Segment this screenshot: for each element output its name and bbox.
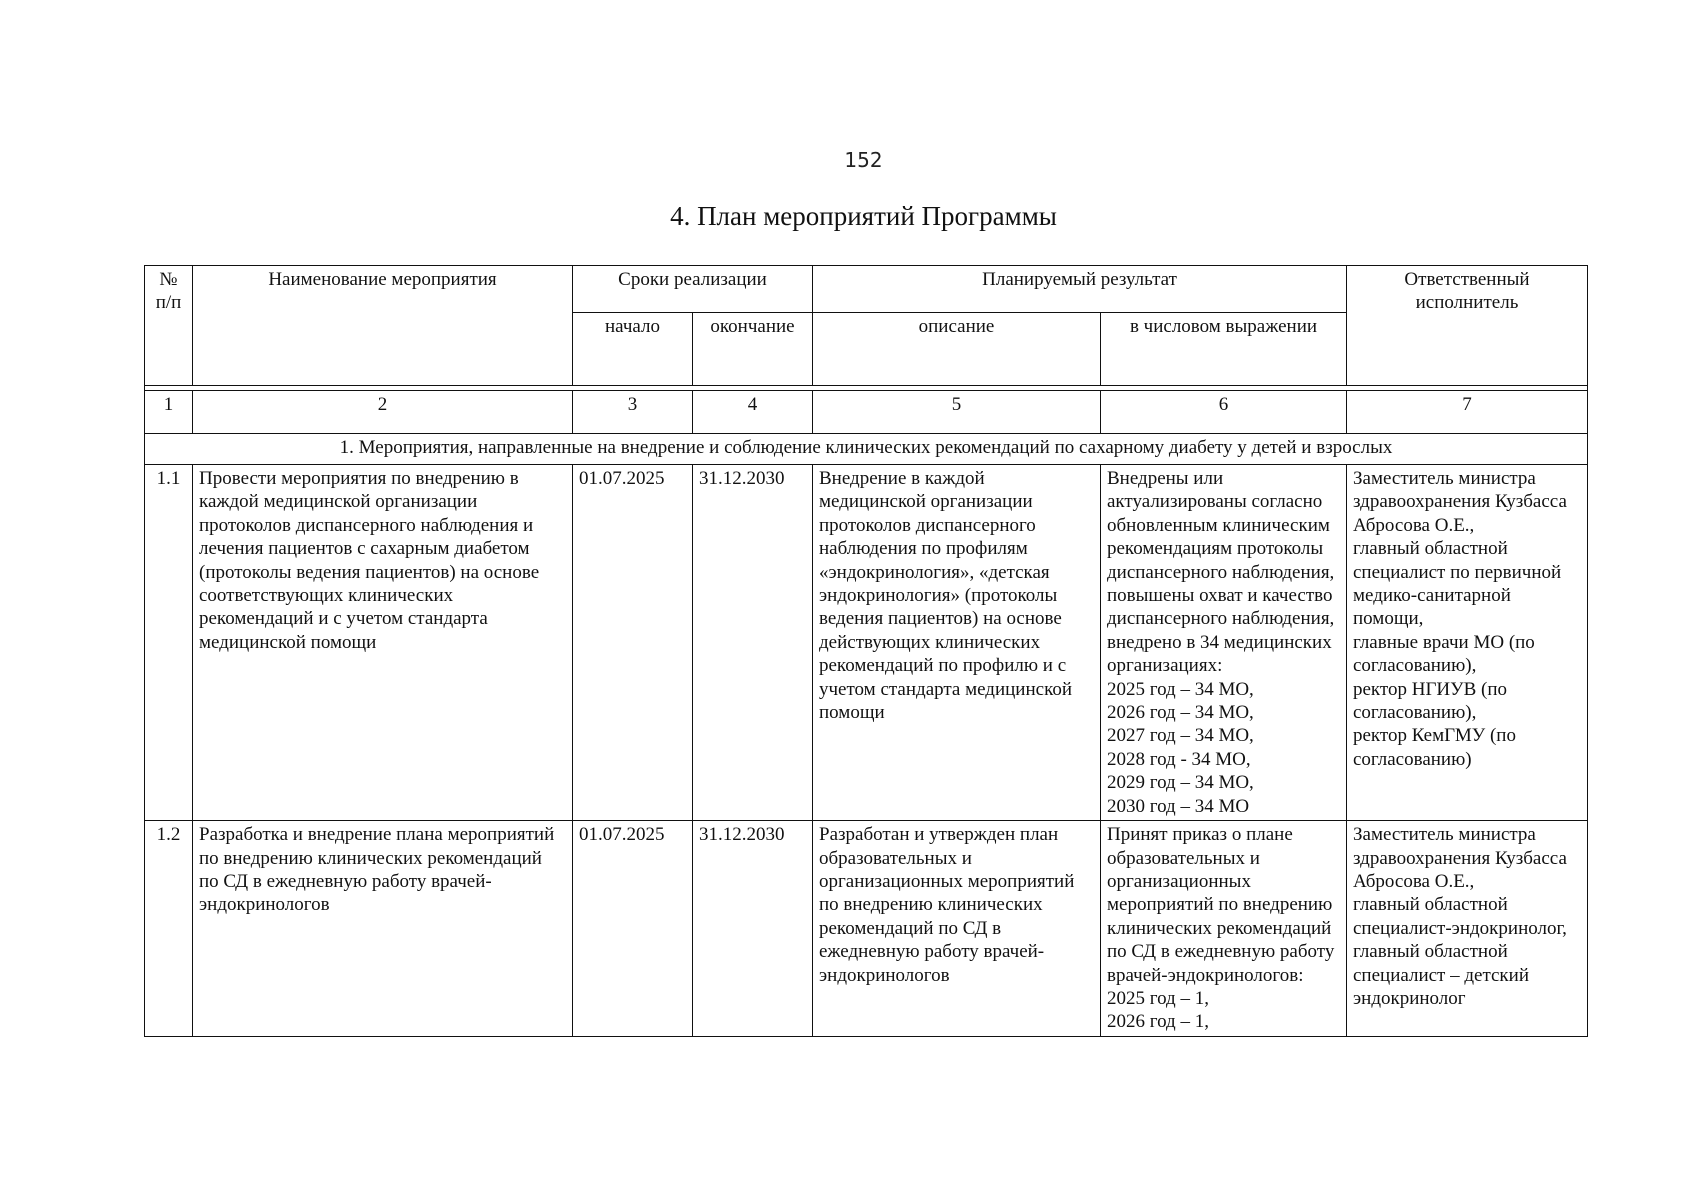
column-number: 2 bbox=[193, 391, 573, 434]
row-name: Провести мероприятия по внедрению в каждой медицинской организации протоколов диспансерного наблюдения и лечения пациентов с сахарным диабетом (протоколы ведения пациентов) на основе соответствующих клинических рекомендаций и с учетом стандарта медицинской помощи bbox=[193, 465, 573, 821]
row-num: 1.1 bbox=[145, 465, 193, 821]
header-num: № п/п bbox=[145, 266, 193, 386]
header-row-top bbox=[145, 266, 1588, 313]
table-row bbox=[145, 465, 1588, 821]
row-responsible: Заместитель министра здравоохранения Кузбасса Абросова О.Е., главный областной специалист-эндокринолог, главный областной специалист – детский эндокринолог bbox=[1347, 821, 1588, 1037]
row-description: Разработан и утвержден план образовательных и организационных мероприятий по внедрению клинических рекомендаций по СД в ежедневную работу врачей-эндокринологов bbox=[813, 821, 1101, 1037]
row-start: 01.07.2025 bbox=[573, 821, 693, 1037]
row-end: 31.12.2030 bbox=[693, 821, 813, 1037]
column-number: 1 bbox=[145, 391, 193, 434]
row-description: Внедрение в каждой медицинской организации протоколов диспансерного наблюдения по профилям «эндокринология», «детская эндокринология» (протоколы ведения пациентов) на основе действующих клинических рекомендаций по профилю и с учетом стандарта медицинской помощи bbox=[813, 465, 1101, 821]
plan-table bbox=[144, 265, 1588, 1037]
page-title: 4. План мероприятий Программы bbox=[670, 201, 1057, 231]
row-end: 31.12.2030 bbox=[693, 465, 813, 821]
row-numeric: Принят приказ о плане образовательных и организационных мероприятий по внедрению клинических рекомендаций по СД в ежедневную работу врачей-эндокринологов: 2025 год – 1, 2026 год – 1, bbox=[1101, 821, 1347, 1037]
row-responsible: Заместитель министра здравоохранения Кузбасса Абросова О.Е., главный областной специалист по первичной медико-санитарной помощи, главные врачи МО (по согласованию), ректор НГИУВ (по согласованию), ректор КемГМУ (по согласованию) bbox=[1347, 465, 1588, 821]
header-description: описание bbox=[813, 313, 1101, 386]
row-num: 1.2 bbox=[145, 821, 193, 1037]
header-start: начало bbox=[573, 313, 693, 386]
column-number: 7 bbox=[1347, 391, 1588, 434]
table-row bbox=[145, 821, 1588, 1037]
column-number: 4 bbox=[693, 391, 813, 434]
row-start: 01.07.2025 bbox=[573, 465, 693, 821]
header-result: Планируемый результат bbox=[813, 266, 1347, 313]
header-name: Наименование мероприятия bbox=[193, 266, 573, 386]
page-number: 152 bbox=[844, 148, 883, 172]
row-numeric: Внедрены или актуализированы согласно обновленным клиническим рекомендациям протоколы диспансерного наблюдения, повышены охват и качество диспансерного наблюдения, внедрено в 34 медицинских организациях: 2025 год – 34 МО, 2026 год – 34 МО, 2027 год – 34 МО, 2028 год - 34 МО, 2029 год – 34 МО, 2030 год – 34 МО bbox=[1101, 465, 1347, 821]
section-row bbox=[145, 434, 1588, 465]
header-numeric: в числовом выражении bbox=[1101, 313, 1347, 386]
column-number-row bbox=[145, 391, 1588, 434]
column-number: 3 bbox=[573, 391, 693, 434]
header-end: окончание bbox=[693, 313, 813, 386]
column-number: 6 bbox=[1101, 391, 1347, 434]
header-responsible: Ответственный исполнитель bbox=[1347, 266, 1588, 386]
section-heading: 1. Мероприятия, направленные на внедрение и соблюдение клинических рекомендаций по сахарному диабету у детей и взрослых bbox=[145, 434, 1588, 465]
row-name: Разработка и внедрение плана мероприятий по внедрению клинических рекомендаций по СД в ежедневную работу врачей-эндокринологов bbox=[193, 821, 573, 1037]
column-number: 5 bbox=[813, 391, 1101, 434]
header-terms: Сроки реализации bbox=[573, 266, 813, 313]
